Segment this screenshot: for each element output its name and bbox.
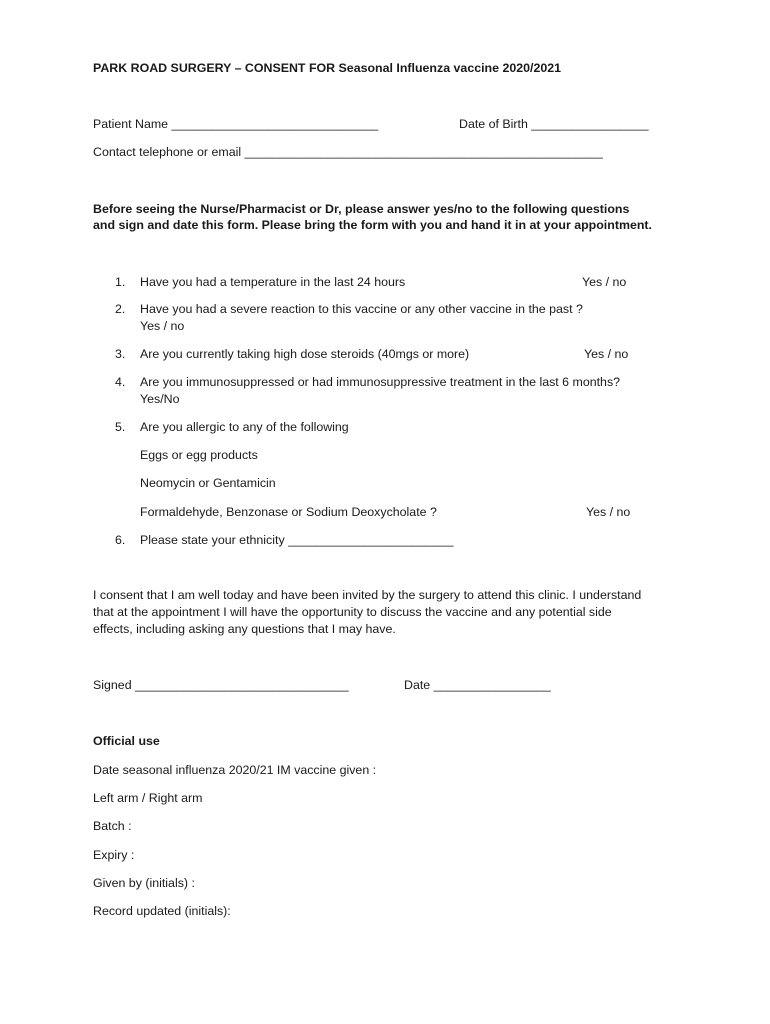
expiry-field[interactable]: Expiry : [93, 848, 135, 862]
allergen-item: Formaldehyde, Benzonase or Sodium Deoxycholate ? [140, 505, 437, 519]
question-number: 6. [115, 533, 126, 547]
yes-no-answer[interactable]: Yes / no [140, 319, 185, 333]
allergen-item: Neomycin or Gentamicin [140, 476, 276, 490]
signature-field[interactable]: Signed _______________________________ [93, 678, 349, 692]
question-number: 1. [115, 275, 126, 289]
question-text: Have you had a severe reaction to this vaccine or any other vaccine in the past ? [140, 302, 583, 316]
official-use-heading: Official use [93, 734, 160, 748]
date-of-birth-field[interactable]: Date of Birth _________________ [459, 117, 649, 131]
instructions-line-2: and sign and date this form. Please bring the form with you and hand it in at your appointment. [93, 218, 652, 232]
consent-line-3: effects, including asking any questions that I may have. [93, 622, 396, 636]
yes-no-answer[interactable]: Yes / no [582, 275, 627, 289]
patient-name-field[interactable]: Patient Name ______________________________ [93, 117, 379, 131]
question-number: 2. [115, 302, 126, 316]
question-text: Are you currently taking high dose steroids (40mgs or more) [140, 347, 470, 361]
question-number: 5. [115, 420, 126, 434]
given-by-field[interactable]: Given by (initials) : [93, 876, 195, 890]
form-title: PARK ROAD SURGERY – CONSENT FOR Seasonal Influenza vaccine 2020/2021 [93, 61, 562, 75]
instructions-line-1: Before seeing the Nurse/Pharmacist or Dr, please answer yes/no to the following questions [93, 202, 630, 216]
yes-no-answer[interactable]: Yes/No [140, 392, 180, 406]
contact-field[interactable]: Contact telephone or email ____________________________________________________ [93, 145, 603, 159]
question-number: 3. [115, 347, 126, 361]
question-text: Have you had a temperature in the last 24 hours [140, 275, 406, 289]
batch-field[interactable]: Batch : [93, 819, 132, 833]
yes-no-answer[interactable]: Yes / no [584, 347, 629, 361]
question-text: Are you allergic to any of the following [140, 420, 349, 434]
consent-line-2: that at the appointment I will have the opportunity to discuss the vaccine and any potential side [93, 605, 612, 619]
consent-line-1: I consent that I am well today and have been invited by the surgery to attend this clinic. I understand [93, 588, 642, 602]
yes-no-answer[interactable]: Yes / no [586, 505, 631, 519]
ethnicity-field[interactable]: Please state your ethnicity ________________________ [140, 533, 454, 547]
question-number: 4. [115, 375, 126, 389]
arm-field[interactable]: Left arm / Right arm [93, 791, 203, 805]
allergen-item: Eggs or egg products [140, 448, 258, 462]
date-given-field[interactable]: Date seasonal influenza 2020/21 IM vaccine given : [93, 763, 377, 777]
record-updated-field[interactable]: Record updated (initials): [93, 904, 231, 918]
signature-date-field[interactable]: Date _________________ [404, 678, 551, 692]
question-text: Are you immunosuppressed or had immunosuppressive treatment in the last 6 months? [140, 375, 621, 389]
